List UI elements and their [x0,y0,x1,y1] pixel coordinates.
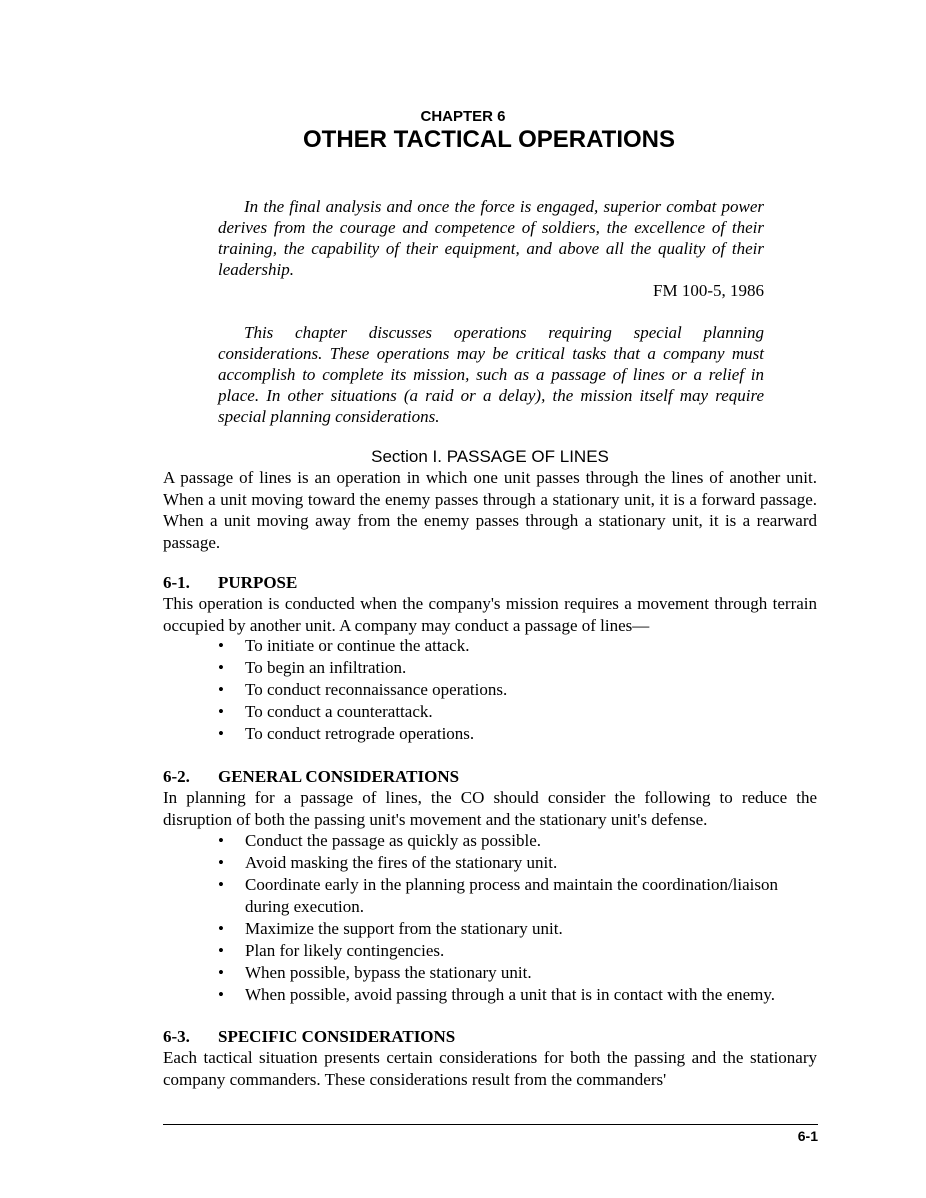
list-item: • To conduct reconnaissance operations. [218,680,508,699]
paragraph-body-6-3: Each tactical situation presents certain considerations for both the passing and the stationary company commanders. These considerations result from the commanders' [163,1048,817,1089]
list-item: • When possible, bypass the stationary unit. [218,963,532,982]
bullet-icon: • [218,636,224,655]
page-number: 6-1 [797,1128,818,1144]
paragraph-body-6-1: This operation is conducted when the company's mission requires a movement through terrain occupied by another unit. A company may conduct a passage of lines— [163,594,817,635]
paragraph-number: 6-1. [163,573,190,592]
paragraph-number: 6-2. [163,767,190,786]
list-item: • Plan for likely contingencies. [218,941,445,960]
bullet-icon: • [218,724,224,743]
chapter-intro-text: This chapter discusses operations requiring special planning considerations. These operations may be critical tasks that a company must accomplish to complete its mission, such as a passage of lines or a relief in place. In other situations (a raid or a delay), the mission itself may require special planning considerations. [218,323,764,426]
bullet-icon: • [218,985,224,1004]
list-item: • Avoid masking the fires of the stationary unit. [218,853,558,872]
bullet-list-6-2 [218,830,818,1006]
list-item: • To conduct retrograde operations. [218,724,475,743]
bullet-icon: • [218,963,224,982]
bullet-icon: • [218,658,224,677]
list-item: • To begin an infiltration. [218,658,407,677]
bullet-icon: • [218,680,224,699]
paragraph-title: PURPOSE [218,573,298,592]
epigraph-source: FM 100-5, 1986 [653,281,764,300]
paragraph-body-6-2: In planning for a passage of lines, the CO should consider the following to reduce the disruption of both the passing unit's movement and the stationary unit's defense. [163,788,817,829]
epigraph-quote-text: In the final analysis and once the force is engaged, superior combat power derives from the courage and competence of soldiers, the excellence of their training, the capability of their equipment, and above all the quality of their leadership. [218,197,764,279]
list-item: • To conduct a counterattack. [218,702,433,721]
bullet-icon: • [218,919,224,938]
chapter-label: CHAPTER 6 [420,108,506,125]
paragraph-heading-6-1 [163,572,297,593]
section-body: A passage of lines is an operation in which one unit passes through the lines of another unit. When a unit moving toward the enemy passes through a stationary unit, it is a forward passage. When a unit moving away from the enemy passes through a stationary unit, it is a rearward passage. [163,468,817,552]
paragraph-title: SPECIFIC CONSIDERATIONS [218,1027,456,1046]
section-heading: Section I. PASSAGE OF LINES [371,447,609,466]
chapter-intro [218,322,764,427]
list-item: • Conduct the passage as quickly as possible. [218,831,542,850]
list-item: • Coordinate early in the planning process and maintain the coordination/liaison during execution. [218,875,779,916]
bullet-icon: • [218,853,224,872]
list-item: • To initiate or continue the attack. [218,636,470,655]
bullet-icon: • [218,941,224,960]
chapter-title: OTHER TACTICAL OPERATIONS [303,126,675,153]
paragraph-heading-6-3 [163,1026,455,1047]
paragraph-title: GENERAL CONSIDERATIONS [218,767,460,786]
paragraph-heading-6-2 [163,766,459,787]
bullet-icon: • [218,702,224,721]
bullet-list-6-1 [218,635,818,745]
epigraph-quote [218,196,764,280]
bullet-icon: • [218,831,224,850]
list-item: • Maximize the support from the stationary unit. [218,919,563,938]
list-item: • When possible, avoid passing through a unit that is in contact with the enemy. [218,985,776,1004]
bullet-icon: • [218,875,224,894]
paragraph-number: 6-3. [163,1027,190,1046]
footer-rule [163,1124,818,1125]
